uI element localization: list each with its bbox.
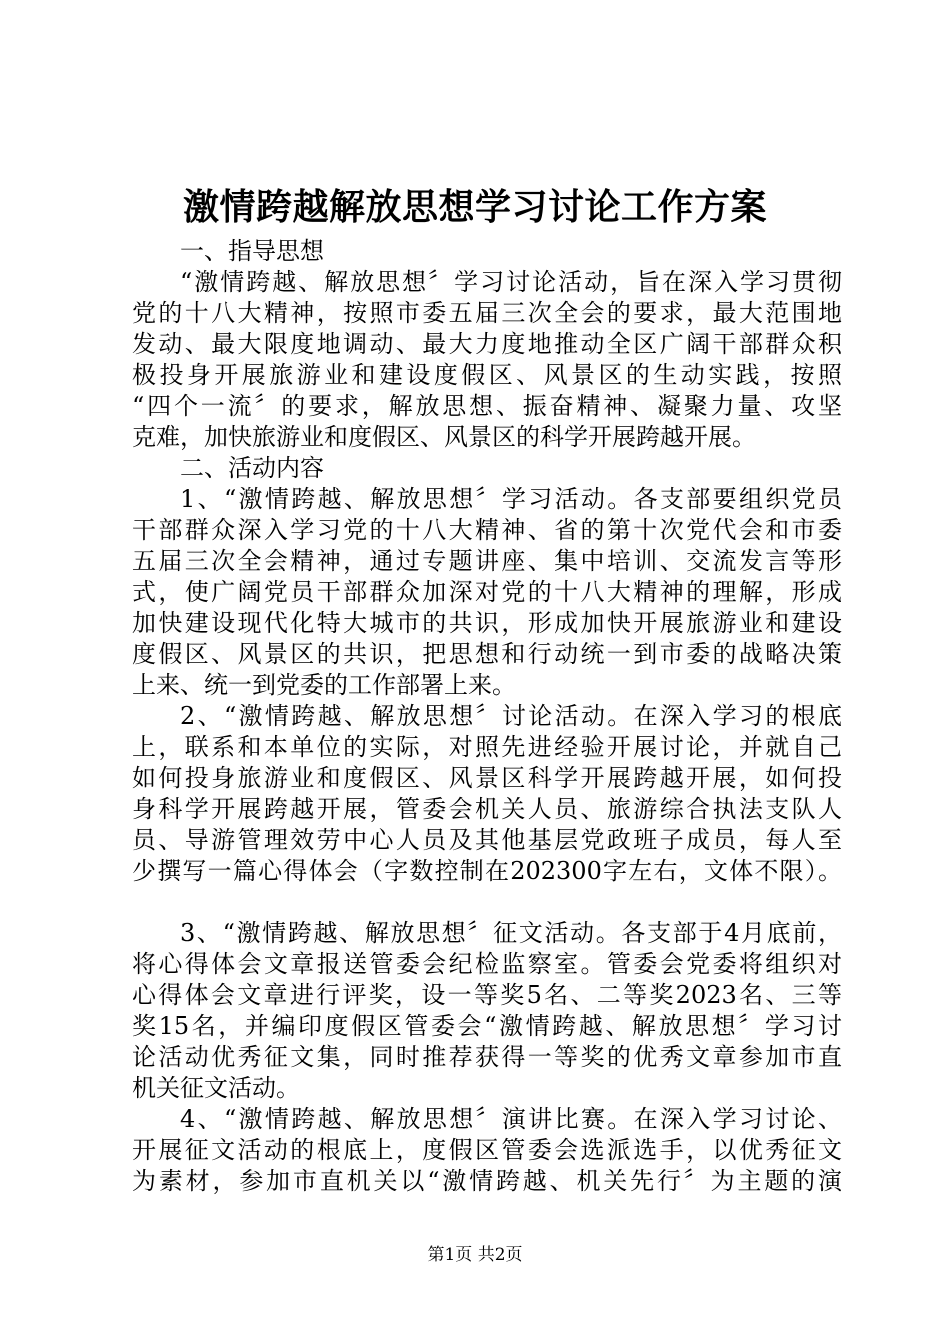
paragraph-line: “激情跨越、解放思想〞学习讨论活动，旨在深入学习贯彻 [180,268,842,296]
page-number: 第1页 共2页 [427,1245,523,1265]
document-body [132,236,842,1197]
paragraph-line: 加快建设现代化特大城市的共识，形成加快开展旅游业和建设 [132,609,842,637]
paragraph-line: “四个一流〞的要求，解放思想、振奋精神、凝聚力量、攻坚 [132,392,842,420]
paragraph-line: 为素材，参加市直机关以“激情跨越、机关先行〞为主题的演 [132,1167,842,1195]
paragraph-line: 论活动优秀征文集，同时推荐获得一等奖的优秀文章参加市直 [132,1043,842,1071]
paragraph-line: 1、“激情跨越、解放思想〞学习活动。各支部要组织党员 [180,485,842,513]
section-heading: 二、活动内容 [180,454,324,482]
paragraph-line: 心得体会文章进行评奖，设一等奖5名、二等奖2023名、三等 [132,981,842,1009]
paragraph-line: 员、导游管理效劳中心人员及其他基层党政班子成员，每人至 [132,826,842,854]
paragraph-line: 极投身开展旅游业和建设度假区、风景区的生动实践，按照 [132,361,842,389]
section-heading: 一、指导思想 [180,237,324,265]
paragraph-line: 干部群众深入学习党的十八大精神、省的第十次党代会和市委 [132,516,842,544]
paragraph-line: 克难，加快旅游业和度假区、风景区的科学开展跨越开展。 [132,423,756,451]
paragraph-line: 式，使广阔党员干部群众加深对党的十八大精神的理解，形成 [132,578,842,606]
paragraph-line: 开展征文活动的根底上，度假区管委会选派选手，以优秀征文 [132,1136,842,1164]
paragraph-line: 少撰写一篇心得体会（字数控制在202300字左右，文体不限）。 [132,857,842,885]
paragraph-line: 上，联系和本单位的实际，对照先进经验开展讨论，并就自己 [132,733,842,761]
paragraph-line: 五届三次全会精神，通过专题讲座、集中培训、交流发言等形 [132,547,842,575]
paragraph-line: 上来、统一到党委的工作部署上来。 [132,671,516,699]
paragraph-line: 机关征文活动。 [132,1074,300,1102]
document-title: 激情跨越解放思想学习讨论工作方案 [182,187,767,228]
paragraph-line: 发动、最大限度地调动、最大力度地推动全区广阔干部群众积 [132,330,842,358]
paragraph-gap [132,887,842,918]
paragraph-line: 度假区、风景区的共识，把思想和行动统一到市委的战略决策 [132,640,842,668]
paragraph-line: 4、“激情跨越、解放思想〞演讲比赛。在深入学习讨论、 [180,1105,842,1133]
paragraph-line: 党的十八大精神，按照市委五届三次全会的要求，最大范围地 [132,299,842,327]
paragraph-line: 如何投身旅游业和度假区、风景区科学开展跨越开展，如何投 [132,764,842,792]
paragraph-line: 2、“激情跨越、解放思想〞讨论活动。在深入学习的根底 [180,702,842,730]
paragraph-line: 将心得体会文章报送管委会纪检监察室。管委会党委将组织对 [132,950,842,978]
paragraph-line: 奖15名，并编印度假区管委会“激情跨越、解放思想〞学习讨 [132,1012,842,1040]
paragraph-line: 3、“激情跨越、解放思想〞征文活动。各支部于4月底前， [180,919,842,947]
paragraph-line: 身科学开展跨越开展，管委会机关人员、旅游综合执法支队人 [132,795,842,823]
